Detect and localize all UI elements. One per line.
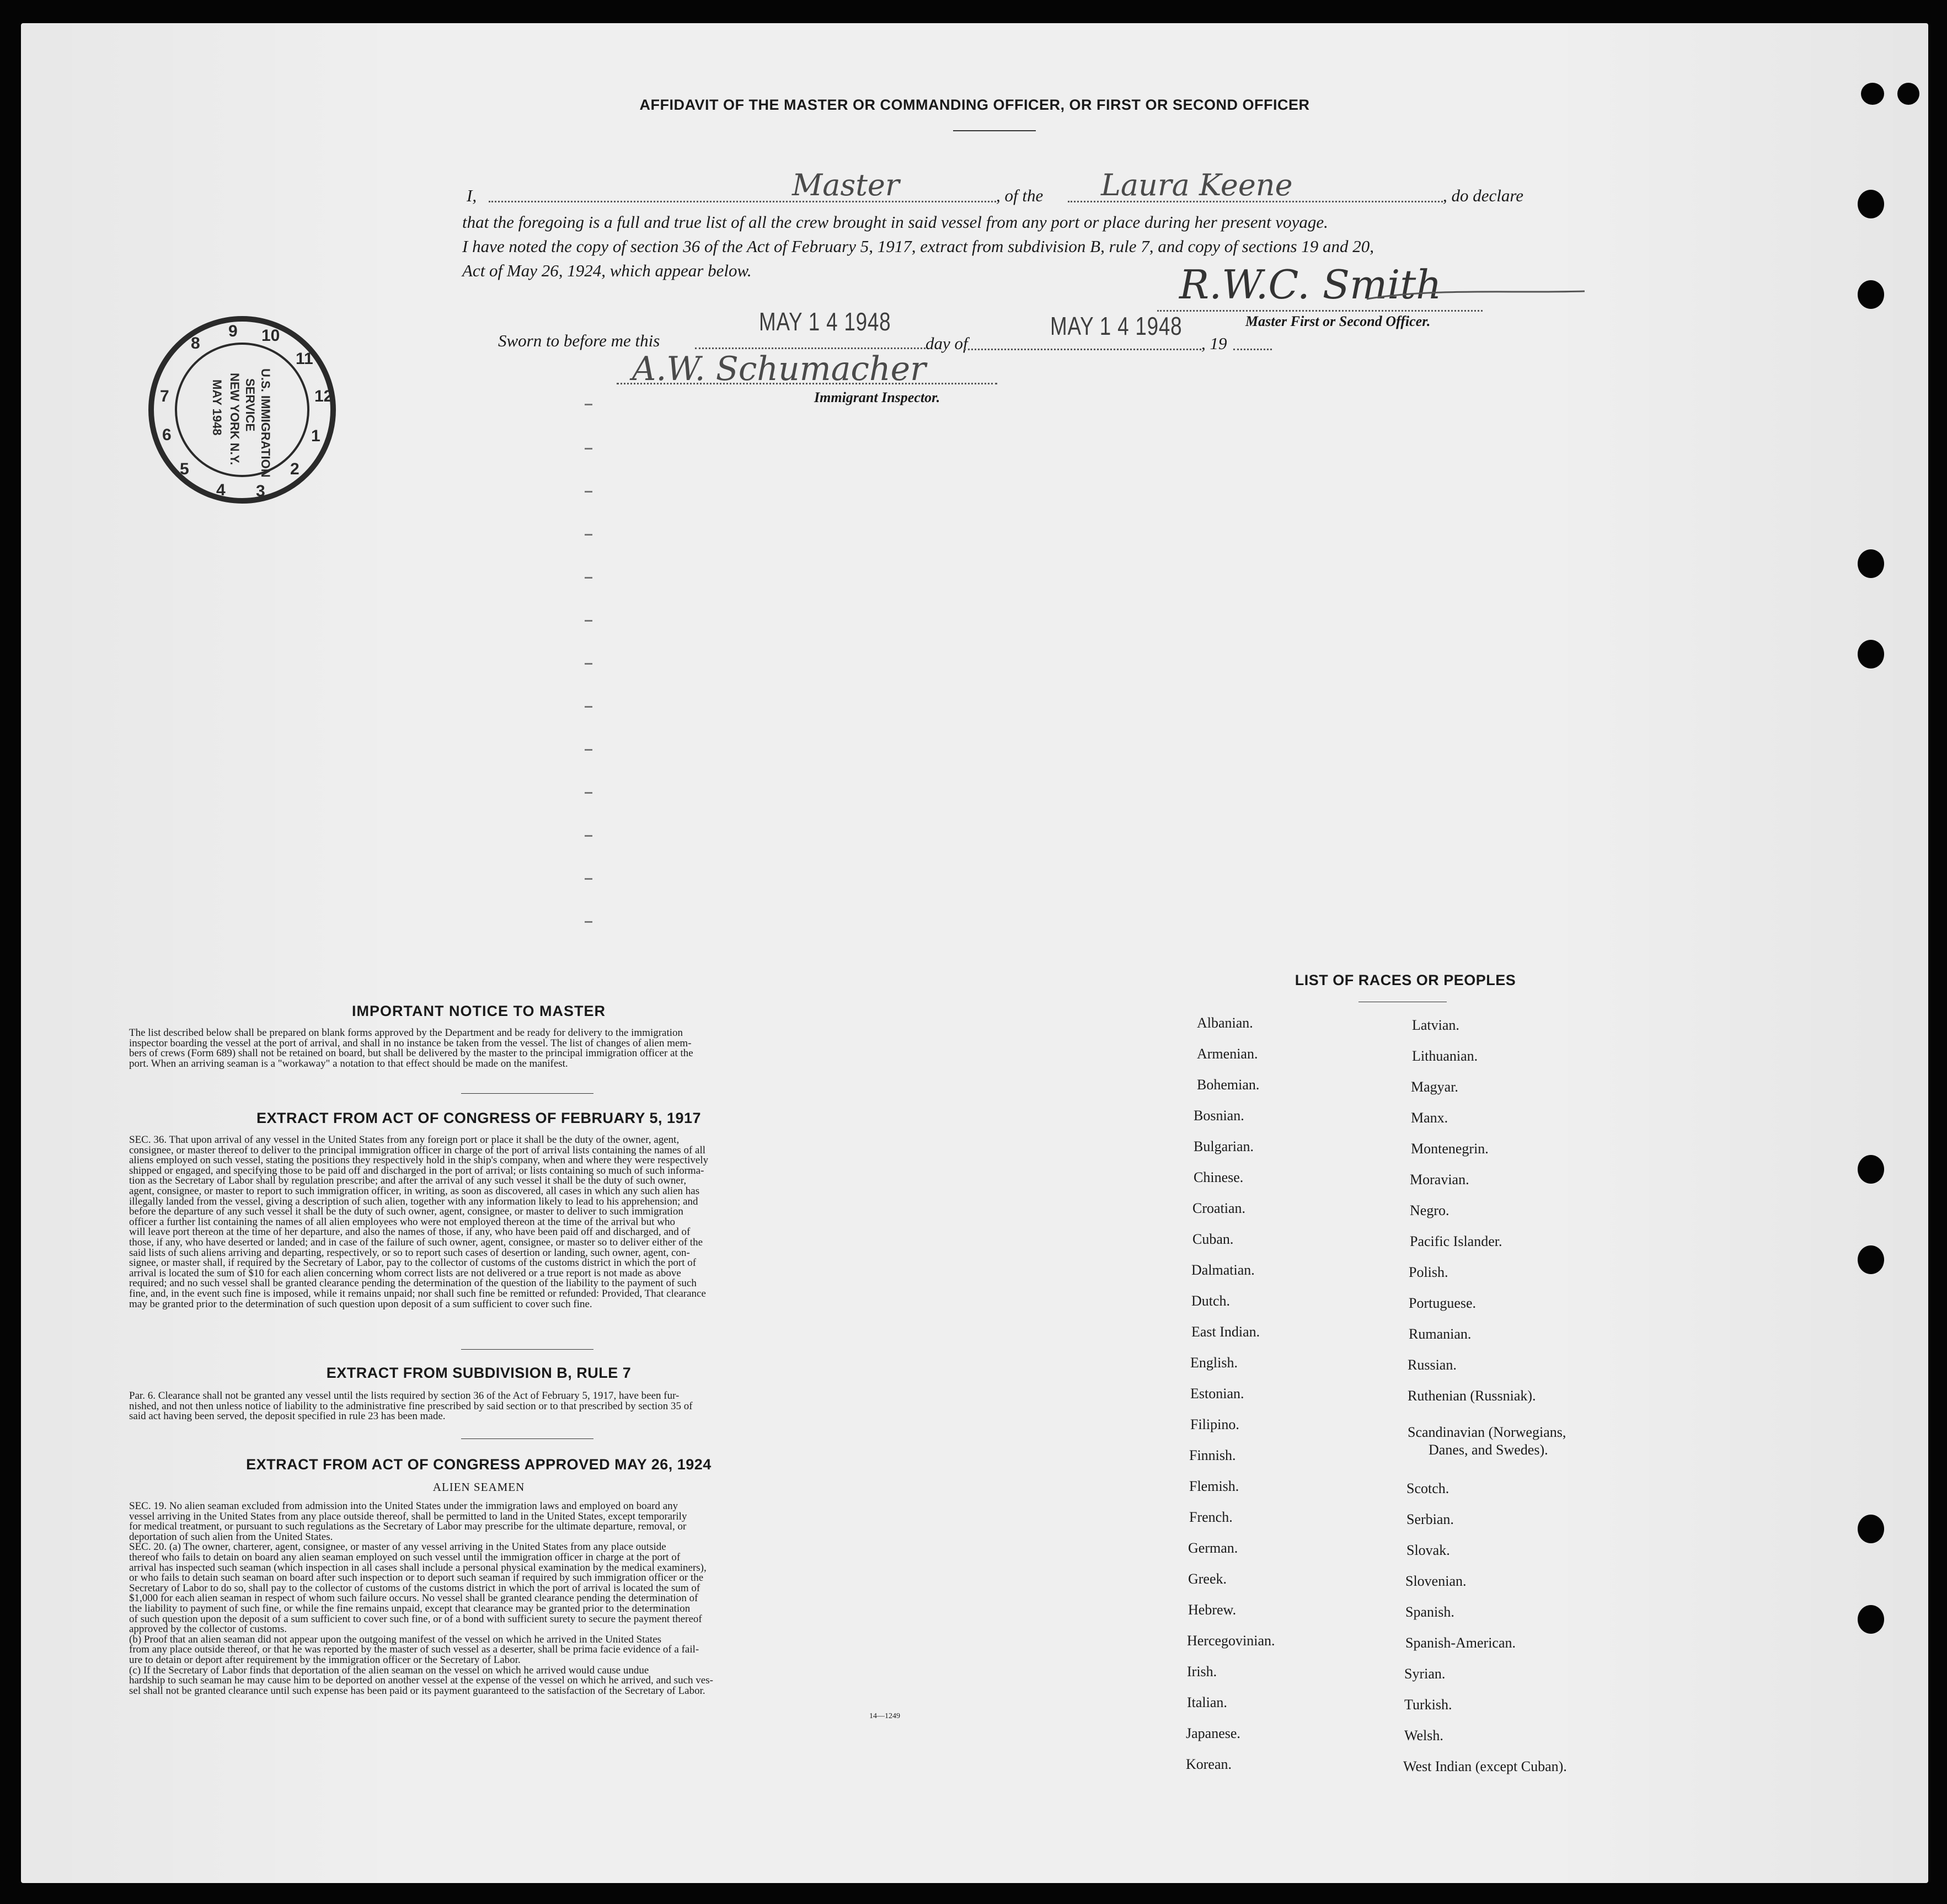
notice-line: inspector boarding the vessel at the port of arrival, and shall in no instance be taken from the vessel. The list of changes of alien mem- bbox=[129, 1037, 692, 1049]
act-1924-line: (b) Proof that an alien seaman did not appear upon the outgoing manifest of the vessel on which he arrived in the United States bbox=[129, 1633, 662, 1645]
act-1924-line: from any place outside thereof, or that he was reported by the master of such vessel as a deserter, shall be prima facie evidence of a fail- bbox=[129, 1644, 699, 1656]
race-right-item: Magyar. bbox=[1411, 1079, 1458, 1095]
svg-text:12: 12 bbox=[314, 387, 333, 405]
race-left-item: French. bbox=[1189, 1509, 1233, 1525]
act-1917-line: tion as the Secretary of Labor shall by regulation prescribe; and after the arrival of any such vessel it shall be the duty of such owner, bbox=[129, 1175, 687, 1187]
race-left-item: Estonian. bbox=[1190, 1386, 1244, 1402]
race-right-item: Russian. bbox=[1408, 1357, 1457, 1373]
act-1924-subtitle: ALIEN SEAMEN bbox=[432, 1480, 525, 1494]
race-right-item: Ruthenian (Russniak). bbox=[1408, 1388, 1536, 1404]
race-right-item: Scandinavian (Norwegians, bbox=[1408, 1424, 1566, 1440]
race-left-item: Filipino. bbox=[1190, 1416, 1239, 1432]
race-left-item: Chinese. bbox=[1194, 1169, 1244, 1185]
act-1924-line: thereof who fails to detain on board any alien seaman employed on such vessel until the immigration officer in charge at the port of bbox=[129, 1551, 681, 1563]
act-1917-line: required; and no such vessel shall be granted clearance pending the determination of the question of the liability to the payment of such bbox=[129, 1277, 697, 1290]
inspector-caption: Immigrant Inspector. bbox=[814, 389, 940, 405]
act-1917-line: SEC. 36. That upon arrival of any vessel in the United States from any foreign port or place it shall be the duty of the owner, agent, bbox=[129, 1134, 680, 1146]
race-right-item: Portuguese. bbox=[1409, 1295, 1477, 1311]
notice-title: IMPORTANT NOTICE TO MASTER bbox=[352, 1003, 606, 1019]
punch-hole bbox=[1858, 640, 1884, 668]
act-1917-line: fine, and, in the event such fine is imposed, while it remains unpaid; nor shall such fine be remitted or refunded: Provided, That clearance bbox=[129, 1287, 706, 1299]
form-number: 14—1249 bbox=[869, 1712, 900, 1720]
act-1917-line: officer a further list containing the names of all alien employees who were not employed thereon at the time of the arrival but who bbox=[129, 1216, 675, 1228]
svg-text:NEW YORK N.Y.: NEW YORK N.Y. bbox=[228, 373, 242, 466]
rule-7-body bbox=[129, 1391, 940, 1422]
declaration-line-4: Act of May 26, 1924, which appear below. bbox=[462, 261, 752, 280]
declaration-line-2: that the foregoing is a full and true list of all the crew brought in said vessel from any port or place during her present voyage. bbox=[462, 212, 1328, 232]
date-stamp-month: MAY 1 4 1948 bbox=[1050, 312, 1183, 340]
act-1924-line: hardship to such seaman he may cause him to be deported on another vessel at the expense of the vessel on which he arrived, and such ves- bbox=[129, 1675, 713, 1687]
svg-text:1: 1 bbox=[311, 427, 320, 445]
svg-text:11: 11 bbox=[296, 350, 313, 368]
rule-7-line: nished, and not then unless notice of liability to the administrative fine prescribed by said section or to that prescribed by section 35 of bbox=[129, 1400, 693, 1412]
race-right-item: Moravian. bbox=[1410, 1172, 1469, 1188]
race-left-item: German. bbox=[1188, 1540, 1238, 1556]
race-left-item: Croatian. bbox=[1192, 1200, 1246, 1216]
notice-line: The list described below shall be prepared on blank forms approved by the Department and be ready for delivery to the immigration bbox=[129, 1027, 683, 1039]
title-divider bbox=[953, 130, 1036, 131]
act-1924-line: arrival has inspected such seaman (which inspection in all cases shall include a personal physical examination by the medical examiners), bbox=[129, 1561, 707, 1574]
act-1924-line: sel shall not be granted clearance until such expense has been paid or its payment guaranteed to the satisfaction of the Secretary of Labor. bbox=[129, 1684, 705, 1697]
act-1924-line: ure to detain or deport after requirement by the immigration officer or the Secretary of Labor. bbox=[129, 1654, 521, 1666]
rule-7-divider bbox=[461, 1438, 593, 1439]
race-left-item: Cuban. bbox=[1192, 1231, 1234, 1247]
act-1924-line: for medical treatment, or pursuant to such regulations as the Secretary of Labor may prescribe for the ultimate departure, removal, or bbox=[129, 1521, 687, 1533]
race-left-item: Italian. bbox=[1187, 1694, 1227, 1710]
year-label: , 19 bbox=[1201, 334, 1227, 353]
immigration-seal bbox=[146, 313, 339, 506]
document-page bbox=[21, 23, 1928, 1883]
svg-text:8: 8 bbox=[191, 334, 200, 352]
races-title: LIST OF RACES OR PEOPLES bbox=[1295, 972, 1516, 988]
race-left-item: Korean. bbox=[1186, 1756, 1232, 1772]
race-right-item: Montenegrin. bbox=[1411, 1141, 1489, 1157]
race-right-item: Rumanian. bbox=[1409, 1326, 1472, 1342]
notice-line: bers of crews (Form 689) shall not be retained on board, but shall be delivered by the master to the principal immigration officer at the bbox=[129, 1047, 693, 1060]
svg-text:3: 3 bbox=[256, 482, 265, 500]
act-1917-line: illegally landed from the vessel, giving a description of such alien, together with any information likely to lead to his apprehension; and bbox=[129, 1195, 698, 1207]
act-1924-line: SEC. 19. No alien seaman excluded from admission into the United States under the immigration laws and employed on board any bbox=[129, 1500, 678, 1512]
act-1917-line: signee, or master shall, if required by the Secretary of Labor, pay to the collector of customs of the customs district in which the port of bbox=[129, 1257, 697, 1269]
act-1924-line: SEC. 20. (a) The owner, charterer, agent, consignee, or master of any vessel arriving in the United States from any place outside bbox=[129, 1541, 666, 1553]
race-left-item: Hebrew. bbox=[1188, 1602, 1237, 1618]
race-left-item: Hercegovinian. bbox=[1187, 1633, 1275, 1649]
race-left-item: Bohemian. bbox=[1197, 1077, 1260, 1093]
vessel-field-value: Laura Keene bbox=[1101, 168, 1293, 202]
race-left-item: Bosnian. bbox=[1194, 1108, 1244, 1124]
svg-text:9: 9 bbox=[228, 322, 238, 340]
officer-signature-caption: Master First or Second Officer. bbox=[1245, 313, 1431, 329]
punch-hole bbox=[1858, 280, 1884, 309]
act-1917-line: before the departure of any such vessel it shall be the duty of such owner, agent, consignee, or master to deliver to such immigration bbox=[129, 1206, 683, 1218]
race-right-item: Slovak. bbox=[1406, 1542, 1450, 1558]
punch-hole bbox=[1858, 190, 1884, 218]
act-1924-line: of such question upon the deposit of a sum sufficient to cover such fine, or of a bond with sufficient surety to secure the payment thereof bbox=[129, 1613, 702, 1625]
notice-body bbox=[129, 1028, 940, 1069]
svg-text:MAY 1948: MAY 1948 bbox=[210, 379, 224, 436]
do-declare-label: , do declare bbox=[1443, 186, 1524, 205]
race-right-item: Spanish. bbox=[1405, 1604, 1454, 1620]
punch-hole bbox=[1897, 83, 1919, 105]
race-left-item: Flemish. bbox=[1189, 1478, 1239, 1494]
master-field-value: Master bbox=[792, 168, 900, 202]
punch-hole bbox=[1858, 1515, 1884, 1543]
act-1917-line: said lists of such aliens arriving and departing, respectively, or so to report such cases of desertion or landing, such owner, agent, con- bbox=[129, 1247, 690, 1259]
svg-text:6: 6 bbox=[162, 426, 172, 444]
race-right-item: Scotch. bbox=[1406, 1480, 1449, 1496]
race-left-item: English. bbox=[1190, 1355, 1238, 1371]
notice-divider bbox=[461, 1093, 593, 1094]
race-right-item: Pacific Islander. bbox=[1410, 1233, 1502, 1249]
of-the-label: , of the bbox=[996, 186, 1044, 205]
svg-text:10: 10 bbox=[261, 327, 280, 345]
act-1917-line: may be granted prior to the determination of such question upon deposit of a sum sufficient to cover such fine. bbox=[129, 1298, 592, 1310]
race-left-item: Japanese. bbox=[1186, 1725, 1240, 1741]
act-1924-line: (c) If the Secretary of Labor finds that deportation of the alien seaman on the vessel on which he arrived would cause undue bbox=[129, 1664, 649, 1676]
race-right-item: Negro. bbox=[1410, 1202, 1449, 1218]
race-right-item: Welsh. bbox=[1404, 1727, 1443, 1743]
punch-hole bbox=[1861, 83, 1884, 105]
race-right-item: Turkish. bbox=[1404, 1697, 1452, 1713]
sworn-day-line bbox=[695, 347, 926, 349]
punch-hole bbox=[1858, 1245, 1884, 1274]
svg-text:2: 2 bbox=[290, 460, 299, 478]
sworn-label: Sworn to before me this bbox=[498, 331, 660, 350]
race-right-item: Spanish-American. bbox=[1405, 1635, 1516, 1651]
inspector-signature: A.W. Schumacher bbox=[632, 350, 926, 388]
race-left-item: Dutch. bbox=[1191, 1293, 1231, 1309]
act-1924-line: the liability to payment of such fine, or while the fine remains unpaid, except that clearance may be granted prior to the determination bbox=[129, 1602, 691, 1614]
race-left-item: Irish. bbox=[1187, 1664, 1217, 1680]
act-1924-line: vessel arriving in the United States from any place outside thereof, shall be permitted to land in the United States, except temporarily bbox=[129, 1510, 687, 1522]
race-right-item: Slovenian. bbox=[1405, 1573, 1467, 1589]
affidavit-title: AFFIDAVIT OF THE MASTER OR COMMANDING OFFICER, OR FIRST OR SECOND OFFICER bbox=[639, 97, 1310, 113]
punch-hole bbox=[1858, 1155, 1884, 1184]
act-1924-body bbox=[129, 1501, 940, 1696]
svg-text:SERVICE: SERVICE bbox=[243, 378, 257, 432]
race-right-item: Danes, and Swedes). bbox=[1429, 1442, 1548, 1458]
race-left-item: East Indian. bbox=[1191, 1324, 1260, 1340]
punch-hole bbox=[1858, 549, 1884, 578]
sworn-month-line bbox=[964, 349, 1201, 350]
race-left-item: Armenian. bbox=[1197, 1046, 1258, 1062]
officer-signature: R.W.C. Smith bbox=[1179, 261, 1442, 308]
race-right-item: Polish. bbox=[1409, 1264, 1448, 1280]
punch-hole bbox=[1858, 1605, 1884, 1634]
race-right-item: West Indian (except Cuban). bbox=[1403, 1758, 1567, 1774]
act-1924-line: deportation of such alien from the United States. bbox=[129, 1531, 333, 1543]
year-line bbox=[1233, 349, 1272, 350]
act-1917-line: consignee, or master thereof to deliver to the principal immigration officer in charge of the port of arrival lists containing the names of all bbox=[129, 1144, 706, 1156]
act-1924-line: or who fails to detain such seaman on board after such inspection or to deport such seaman if required by such immigration officer or the bbox=[129, 1572, 704, 1584]
race-right-item: Latvian. bbox=[1412, 1017, 1459, 1033]
svg-text:5: 5 bbox=[180, 460, 189, 478]
act-1917-divider bbox=[461, 1349, 593, 1350]
act-1917-title: EXTRACT FROM ACT OF CONGRESS OF FEBRUARY 5, 1917 bbox=[256, 1110, 702, 1126]
master-field-line bbox=[489, 201, 996, 202]
svg-text:U.S. IMMIGRATION: U.S. IMMIGRATION bbox=[259, 368, 272, 478]
svg-text:7: 7 bbox=[160, 387, 169, 405]
race-right-item: Syrian. bbox=[1404, 1666, 1446, 1682]
act-1917-line: arrival is located the sum of $10 for each alien concerning whom correct lists are not delivered or a true report is not made as above bbox=[129, 1267, 681, 1279]
race-left-item: Bulgarian. bbox=[1194, 1138, 1254, 1154]
race-left-item: Finnish. bbox=[1189, 1447, 1236, 1463]
signature-flourish bbox=[1367, 282, 1587, 304]
race-right-item: Serbian. bbox=[1406, 1511, 1454, 1527]
race-left-item: Greek. bbox=[1188, 1571, 1227, 1587]
rule-7-line: Par. 6. Clearance shall not be granted any vessel until the lists required by section 36 of the Act of February 5, 1917, have been fur- bbox=[129, 1390, 680, 1402]
act-1917-line: those, if any, who have deserted or landed; and in case of the failure of such owner, agent, consignee, or master so to deliver either of the bbox=[129, 1236, 703, 1248]
officer-signature-line bbox=[1157, 310, 1483, 312]
day-of-label: day of bbox=[926, 334, 968, 353]
act-1917-line: shipped or engaged, and specifying those to be paid off and discharged in the port of arrival; or lists containing so much of such informa- bbox=[129, 1164, 704, 1176]
race-left-item: Dalmatian. bbox=[1191, 1262, 1255, 1278]
rule-7-line: said act having been served, the deposit specified in rule 23 has been made. bbox=[129, 1410, 446, 1422]
rule-7-title: EXTRACT FROM SUBDIVISION B, RULE 7 bbox=[326, 1365, 632, 1381]
svg-text:4: 4 bbox=[216, 481, 226, 499]
act-1917-body bbox=[129, 1135, 940, 1309]
act-1917-line: agent, consignee, or master to report to such immigration officer, in writing, as soon as discovered, all cases in which any such alien has bbox=[129, 1185, 700, 1197]
declaration-line-3: I have noted the copy of section 36 of the Act of February 5, 1917, extract from subdivision B, rule 7, and copy of sections 19 and 20, bbox=[462, 237, 1374, 256]
notice-line: port. When an arriving seaman is a "workaway" a notation to that effect should be made on the manifest. bbox=[129, 1057, 568, 1069]
act-1924-line: approved by the collector of customs. bbox=[129, 1623, 287, 1635]
act-1924-line: $1,000 for each alien seaman in respect of whom such failure occurs. No vessel shall be granted clearance pending the determination of bbox=[129, 1592, 698, 1605]
race-right-item: Manx. bbox=[1411, 1110, 1448, 1126]
act-1917-line: will leave port thereon at the time of her departure, and also the names of those, if any, who have been paid off and discharged, and of bbox=[129, 1226, 691, 1238]
act-1917-line: aliens employed on such vessel, stating the positions they respectively hold in the ship's company, when and where they were respectively bbox=[129, 1154, 709, 1167]
act-1924-line: Secretary of Labor to do so, shall pay to the collector of customs of the customs district in which the port of arrival is located the sum of bbox=[129, 1582, 700, 1594]
race-left-item: Albanian. bbox=[1197, 1015, 1253, 1031]
declaration-intro: I, bbox=[467, 186, 477, 205]
date-stamp-day: MAY 1 4 1948 bbox=[759, 307, 891, 336]
race-right-item: Lithuanian. bbox=[1412, 1048, 1478, 1064]
act-1924-title: EXTRACT FROM ACT OF CONGRESS APPROVED MAY 26, 1924 bbox=[246, 1456, 712, 1473]
